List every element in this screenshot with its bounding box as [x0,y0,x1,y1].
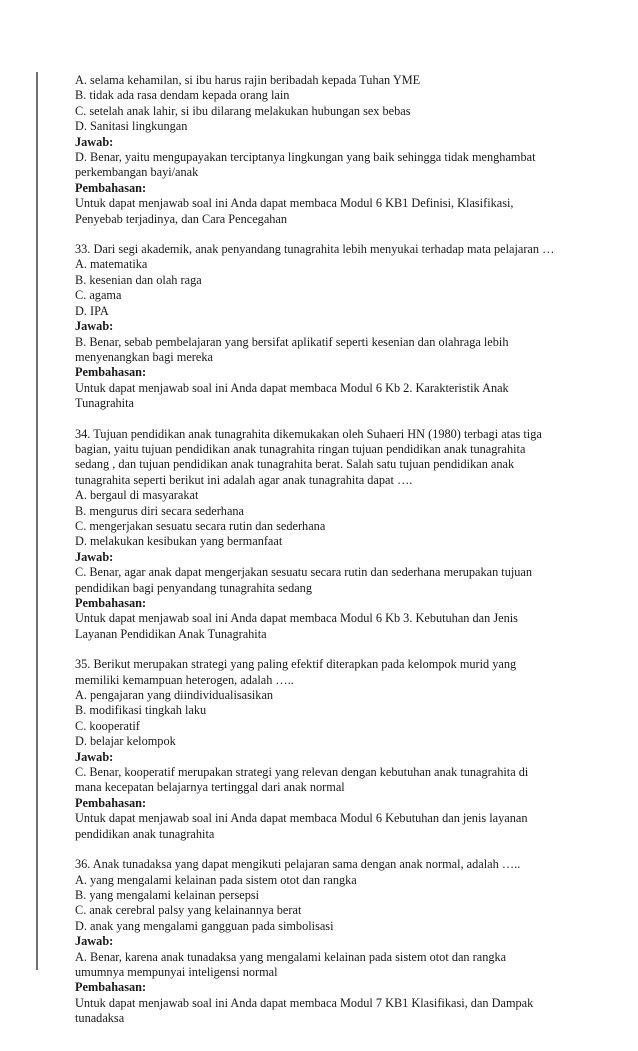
text-line: 36. Anak tunadaksa yang dapat mengikuti pelajaran sama dengan anak normal, adalah ….. [75,857,521,872]
text-line: mana kecepatan belajarnya tertinggal dari anak normal [75,780,345,795]
section-heading: Jawab: [75,749,114,764]
question-block [75,857,575,1026]
text-line: umumnya mempunyai inteligensi normal [75,964,278,979]
text-line: C. Benar, agar anak dapat mengerjakan sesuatu secara rutin dan sederhana merupakan tujuan [75,565,533,580]
text-line: B. mengurus diri secara sederhana [75,503,245,518]
text-line: Untuk dapat menjawab soal ini Anda dapat membaca Modul 6 Kb 2. Karakteristik Anak [75,380,509,395]
text-line: A. selama kehamilan, si ibu harus rajin beribadah kepada Tuhan YME [75,73,421,87]
text-line: A. pengajaran yang diindividualisasikan [75,688,274,703]
section-heading: Pembahasan: [75,180,147,195]
text-line: menyenangkan bagi mereka [75,349,213,364]
text-line: 33. Dari segi akademik, anak penyandang tunagrahita lebih menyukai terhadap mata pelajaran … [75,242,555,257]
section-heading: Jawab: [75,319,114,334]
text-line: Layanan Pendidikan Anak Tunagrahita [75,626,267,641]
question-block [75,657,575,842]
document-body [75,73,575,1042]
text-line: B. kesenian dan olah raga [75,272,202,287]
section-heading: Pembahasan: [75,365,147,380]
text-line: tunagrahita seperti berikut ini adalah agar anak tunagrahita dapat …. [75,472,413,487]
text-line: A. bergaul di masyarakat [75,488,199,503]
text-line: pendidikan anak tunagrahita [75,826,215,841]
text-line: memiliki kemampuan heterogen, adalah ….. [75,672,294,687]
section-heading: Pembahasan: [75,980,147,995]
text-line: A. matematika [75,257,148,272]
text-line: C. mengerjakan sesuatu secara rutin dan sederhana [75,518,326,533]
text-line: 35. Berikut merupakan strategi yang paling efektif diterapkan pada kelompok murid yang [75,657,517,672]
question-block [75,242,575,411]
question-block [75,73,575,227]
section-heading: Pembahasan: [75,596,147,610]
margin-rule [36,72,38,970]
text-line: B. Benar, sebab pembelajaran yang bersifat aplikatif seperti kesenian dan olahraga lebih [75,334,509,349]
text-line: C. kooperatif [75,718,140,733]
text-line: B. modifikasi tingkah laku [75,703,207,718]
section-heading: Jawab: [75,549,114,564]
text-line: D. belajar kelompok [75,734,176,749]
section-heading: Jawab: [75,934,114,949]
section-heading: Pembahasan: [75,795,147,810]
text-line: D. anak yang mengalami gangguan pada simbolisasi [75,918,334,933]
text-line: D. Sanitasi lingkungan [75,119,188,134]
text-line: Untuk dapat menjawab soal ini Anda dapat membaca Modul 6 KB1 Definisi, Klasifikasi, [75,196,514,211]
text-line: A. yang mengalami kelainan pada sistem otot dan rangka [75,872,357,887]
text-line: sedang , dan tujuan pendidikan anak tunagrahita berat. Salah satu tujuan pendidikan anak [75,457,515,472]
text-line: D. Benar, yaitu mengupayakan terciptanya lingkungan yang baik sehingga tidak menghambat [75,150,536,165]
text-line: C. anak cerebral palsy yang kelainannya berat [75,903,302,918]
text-line: B. tidak ada rasa dendam kepada orang lain [75,88,290,103]
text-line: 34. Tujuan pendidikan anak tunagrahita dikemukakan oleh Suhaeri HN (1980) terbagi atas tiga [75,426,542,441]
text-line: pendidikan bagi penyandang tunagrahita sedang [75,580,312,595]
text-line: perkembangan bayi/anak [75,165,199,180]
text-line: C. agama [75,288,122,303]
text-line: bagian, yaitu tujuan pendidikan anak tunagrahita ringan tujuan pendidikan anak tunagrahita [75,441,526,456]
text-line: C. setelah anak lahir, si ibu dilarang melakukan hubungan sex bebas [75,103,411,118]
text-line: tunadaksa [75,1011,125,1026]
text-line: A. Benar, karena anak tunadaksa yang mengalami kelainan pada sistem otot dan rangka [75,949,507,964]
question-block [75,427,575,643]
text-line: Untuk dapat menjawab soal ini Anda dapat membaca Modul 6 Kebutuhan dan jenis layanan [75,811,528,826]
text-line: Penyebab terjadinya, dan Cara Pencegahan [75,211,288,226]
text-line: Tunagrahita [75,396,134,411]
section-heading: Jawab: [75,134,114,149]
text-line: C. Benar, kooperatif merupakan strategi yang relevan dengan kebutuhan anak tunagrahita di [75,765,529,780]
text-line: D. IPA [75,303,109,318]
text-line: Untuk dapat menjawab soal ini Anda dapat membaca Modul 7 KB1 Klasifikasi, dan Dampak [75,995,534,1010]
text-line: B. yang mengalami kelainan persepsi [75,887,260,902]
text-line: D. melakukan kesibukan yang bermanfaat [75,534,283,549]
text-line: Untuk dapat menjawab soal ini Anda dapat membaca Modul 6 Kb 3. Kebutuhan dan Jenis [75,611,518,626]
